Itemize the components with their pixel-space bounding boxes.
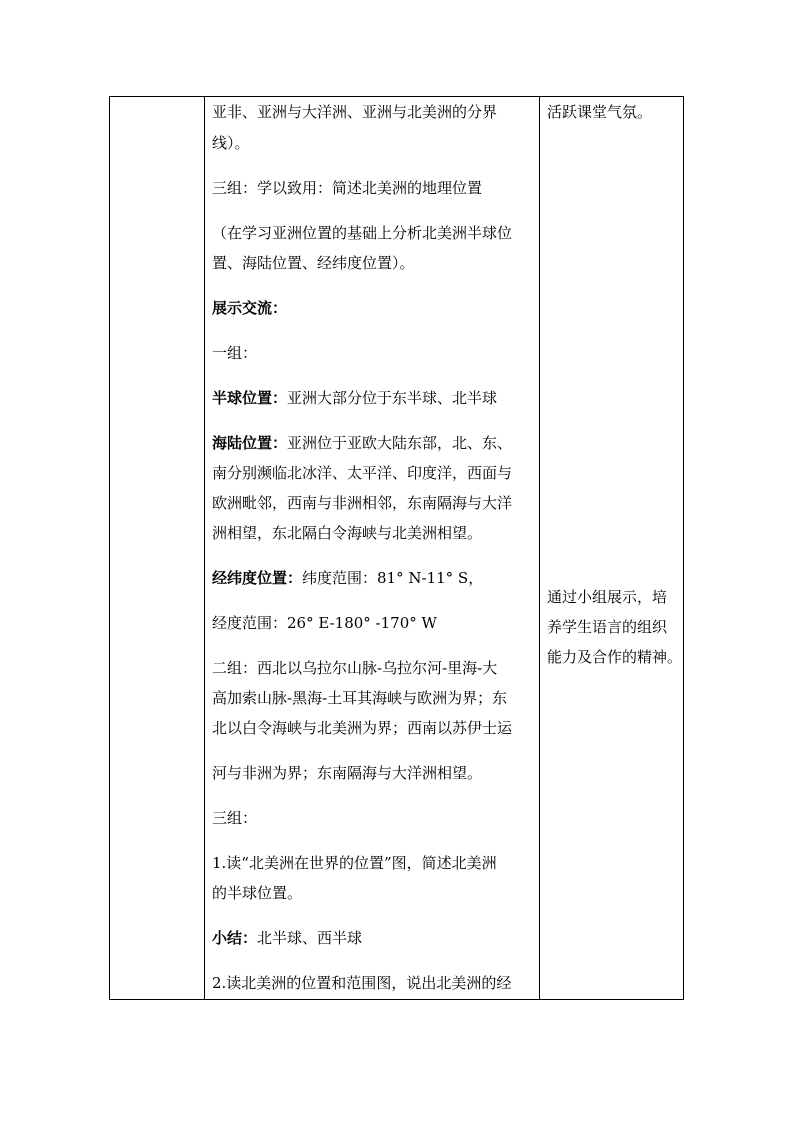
inline-label: 海陆位置： xyxy=(212,434,288,452)
text-line: 经度范围：26° E-180° -170° W xyxy=(212,614,437,632)
text-line: 1.读“北美洲在世界的位置”图，简述北美洲 xyxy=(212,854,497,872)
text-line: 亚非、亚洲与大洋洲、亚洲与北美洲的分界 xyxy=(212,103,498,121)
inline-label: 半球位置： xyxy=(212,389,288,407)
inline-text: 纬度范围：81° N-11° S， xyxy=(302,569,484,587)
text-line xyxy=(212,564,483,593)
text-line: 二组：西北以乌拉尔山脉-乌拉尔河-里海-大 xyxy=(212,659,498,677)
text-line: 河与非洲为界；东南隔海与大洋洲相望。 xyxy=(212,764,483,782)
section-heading: 展示交流： xyxy=(212,299,288,317)
inline-text: 亚洲大部分位于东半球、北半球 xyxy=(287,389,498,407)
inline-text: 北半球、西半球 xyxy=(257,929,363,947)
lesson-plan-table xyxy=(109,96,684,1000)
text-line: 三组：学以致用：简述北美洲的地理位置 xyxy=(212,179,483,197)
text-line xyxy=(212,924,362,953)
text-line: （在学习亚洲位置的基础上分析北美洲半球位 xyxy=(212,224,513,242)
text-line: 置、海陆位置、经纬度位置）。 xyxy=(212,254,415,272)
text-line: 南分别濒临北冰洋、太平洋、印度洋，西面与 xyxy=(212,464,513,482)
text-line xyxy=(212,429,512,458)
text-line: 养学生语言的组织 xyxy=(547,618,668,636)
text-line xyxy=(212,384,497,413)
inline-label: 小结： xyxy=(212,929,258,947)
text-line: 一组： xyxy=(212,344,258,362)
text-line: 北以白令海峡与北美洲为界；西南以苏伊士运 xyxy=(212,719,513,737)
column-divider-2 xyxy=(539,97,540,999)
text-line: 欧洲毗邻，西南与非洲相邻，东南隔海与大洋 xyxy=(212,494,513,512)
text-line: 通过小组展示，培 xyxy=(547,588,668,606)
column-divider-1 xyxy=(204,97,205,999)
text-line: 高加索山脉-黑海-土耳其海峡与欧洲为界；东 xyxy=(212,689,508,707)
text-line: 活跃课堂气氛。 xyxy=(547,103,653,121)
text-line: 2.读北美洲的位置和范围图，说出北美洲的经 xyxy=(212,974,512,992)
text-line: 洲相望，东北隔白令海峡与北美洲相望。 xyxy=(212,524,483,542)
text-line: 三组： xyxy=(212,809,258,827)
inline-text: 亚洲位于亚欧大陆东部，北、东、 xyxy=(287,434,513,452)
text-line: 能力及合作的精神。 xyxy=(547,648,683,666)
inline-label: 经纬度位置： xyxy=(212,569,303,587)
text-line: 线）。 xyxy=(212,134,250,152)
text-line: 的半球位置。 xyxy=(212,884,303,902)
